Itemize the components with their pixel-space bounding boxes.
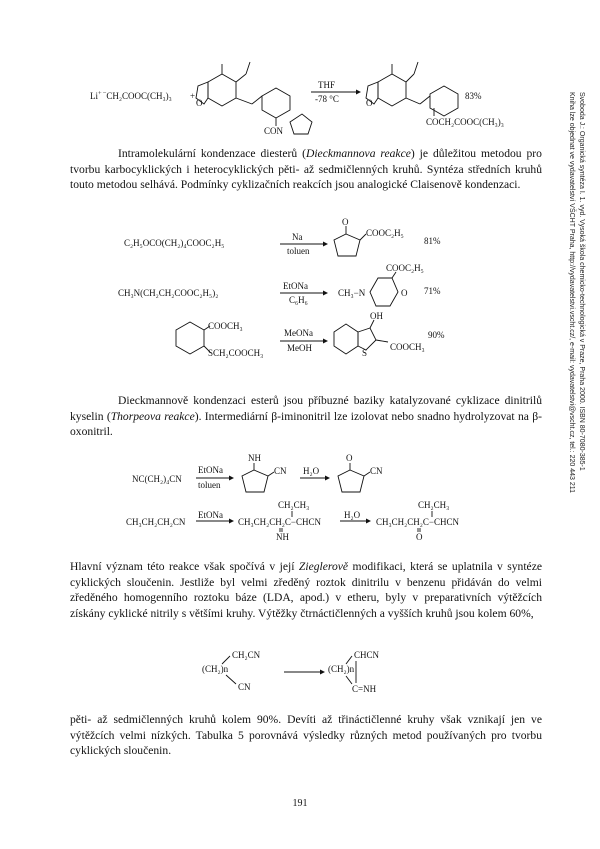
r2-reactant: CH₃N(CH₂CH₂COOC₂H₅)₂ <box>118 288 219 298</box>
s4-left-bottom: CN <box>238 682 251 692</box>
r2-arrow-top: EtONa <box>283 281 308 291</box>
s3-r2-arrow-top: EtONa <box>198 510 223 520</box>
s3-r2-h2o: H₂O <box>344 510 361 520</box>
s4-left-mid: (CH₂)n <box>202 664 229 674</box>
product-substituent: COCH₂COOC(CH₃)₃ <box>426 117 504 127</box>
r1-yield: 81% <box>424 236 441 246</box>
r3-substituent-1: COOCH₃ <box>208 321 243 331</box>
s3-r1-arrow-bottom: toluen <box>198 480 221 490</box>
s3-mid-ethyl: CH₂CH₃ <box>278 500 310 510</box>
r3-substituent-2: SCH₂COOCH₃ <box>208 348 264 358</box>
copyright-sidenote <box>560 92 586 732</box>
s3-r1-reactant: NC(CH₂)₄CN <box>132 474 182 484</box>
svg-text:O: O <box>366 98 373 108</box>
yield-label: 83% <box>465 91 482 101</box>
s3-mid-nh: NH <box>276 532 289 542</box>
r3-yield: 90% <box>428 330 445 340</box>
r3-substituent-3: COOCH₃ <box>390 342 425 352</box>
r3-hydroxyl: OH <box>370 311 383 321</box>
s3-oxo: O <box>346 453 353 463</box>
s3-cn-2: CN <box>370 466 383 476</box>
r1-arrow-top: Na <box>292 232 303 242</box>
s3-mid: CH₃CH₂CH₂C−CHCN <box>238 517 322 527</box>
r1-oxygen: O <box>342 217 349 227</box>
page-number: 191 <box>292 798 308 809</box>
s3-imino: NH <box>248 453 261 463</box>
r2-oxygen: O <box>401 288 408 298</box>
arrow-bottom-label: -78 °C <box>315 94 339 104</box>
paragraph-thorpe: Dieckmannově kondenzaci esterů jsou příbuzné baziky katalyzované cyklizace dinitrilů kyselin (Thorpeova reakce). Intermediární β-iminonitril lze izolovat nebo snadno hydrolyzovat na β-oxonitril. <box>70 394 542 439</box>
sidenote-line-2: Kniha lze objednat ve vydavatelství VŠCHT Praha, http://vydavatelstvi.vscht.cz/, e-mail: vydavatelstvi@vscht.cz, tel.: 220 443 211 <box>568 92 576 493</box>
s4-left-top: CH₂CN <box>232 650 261 660</box>
r2-nitrogen: CH₃−N <box>338 288 366 298</box>
s4-right-mid: (CH₂)n <box>328 664 355 674</box>
r3-sulfur: S <box>362 348 368 358</box>
s3-cn-1: CN <box>274 466 287 476</box>
paragraph-yields: pěti- až sedmičlenných kruhů kolem 90%. Devíti až třináctičlenné kruhy však vznikají jen ve výtěžcích velmi nízkých. Tabulka 5 porovnává výsledky různých metod používaných pro tvorbu cyklických sloučenin. <box>70 713 542 758</box>
s3-prod-o: O <box>416 532 423 542</box>
sidenote-line-1: Svoboda J.: Organická syntéza I. 1. vyd. Vysoká škola chemicko-technologická v Praze, Praha 2000. ISBN 80-7080-385-1 <box>578 92 585 471</box>
paragraph-ziegler: Hlavní význam této reakce však spočívá v její Zieglerově modifikaci, která se uplatnila v syntéze cyklických sloučenin. Jestliže byl velmi zředěný roztok dinitrilu v benzenu přidáván do velmi zředěného homogenního roztoku báze (LDA, apod.) v etheru, byly v preparativních výtěžcích získány cyklické nitrily s většími kruhy. Výtěžky čtrnáctičlenných a vyšších kruhů jsou kolem 60%, <box>70 560 542 620</box>
lithium-reagent: Li+−CH₂COOC(CH₃)₃ <box>90 90 172 101</box>
r3-arrow-bottom: MeOH <box>287 343 312 353</box>
paragraph-dieckmann: Intramolekulární kondenzace diesterů (Dieckmannova reakce) je důležitou metodou pro tvorbu karbocyklických i heterocyklických pěti- až sedmičlenných kruhů. Syntéza středních kruhů touto metodou selhává. Podmínky cyklizačních reakcích jsou analogické Claisenově kondenzaci. <box>70 147 542 192</box>
svg-text:O: O <box>196 98 203 108</box>
s4-right-top: CHCN <box>354 650 380 660</box>
s3-prod-ethyl: CH₂CH₃ <box>418 500 450 510</box>
con-label: CON <box>264 126 284 136</box>
s3-r2-reactant: CH₃CH₂CH₂CN <box>126 517 186 527</box>
r1-reactant: C₂H₅OCO(CH₂)₄COOC₂H₅ <box>124 238 225 248</box>
r3-arrow-top: MeONa <box>284 328 313 338</box>
r2-arrow-bottom: C₆H₆ <box>289 295 308 305</box>
s3-r1-arrow-top: EtONa <box>198 465 223 475</box>
r2-substituent: COOC₂H₅ <box>386 263 424 273</box>
r2-yield: 71% <box>424 286 441 296</box>
s3-r1-h2o: H₂O <box>303 466 320 476</box>
plus-sign: + <box>190 91 196 101</box>
arrow-top-label: THF <box>318 80 336 90</box>
s3-prod: CH₃CH₂CH₂C−CHCN <box>376 517 460 527</box>
r1-arrow-bottom: toluen <box>287 246 310 256</box>
r1-substituent: COOC₂H₅ <box>366 228 404 238</box>
s4-right-bottom: C=NH <box>352 684 377 694</box>
